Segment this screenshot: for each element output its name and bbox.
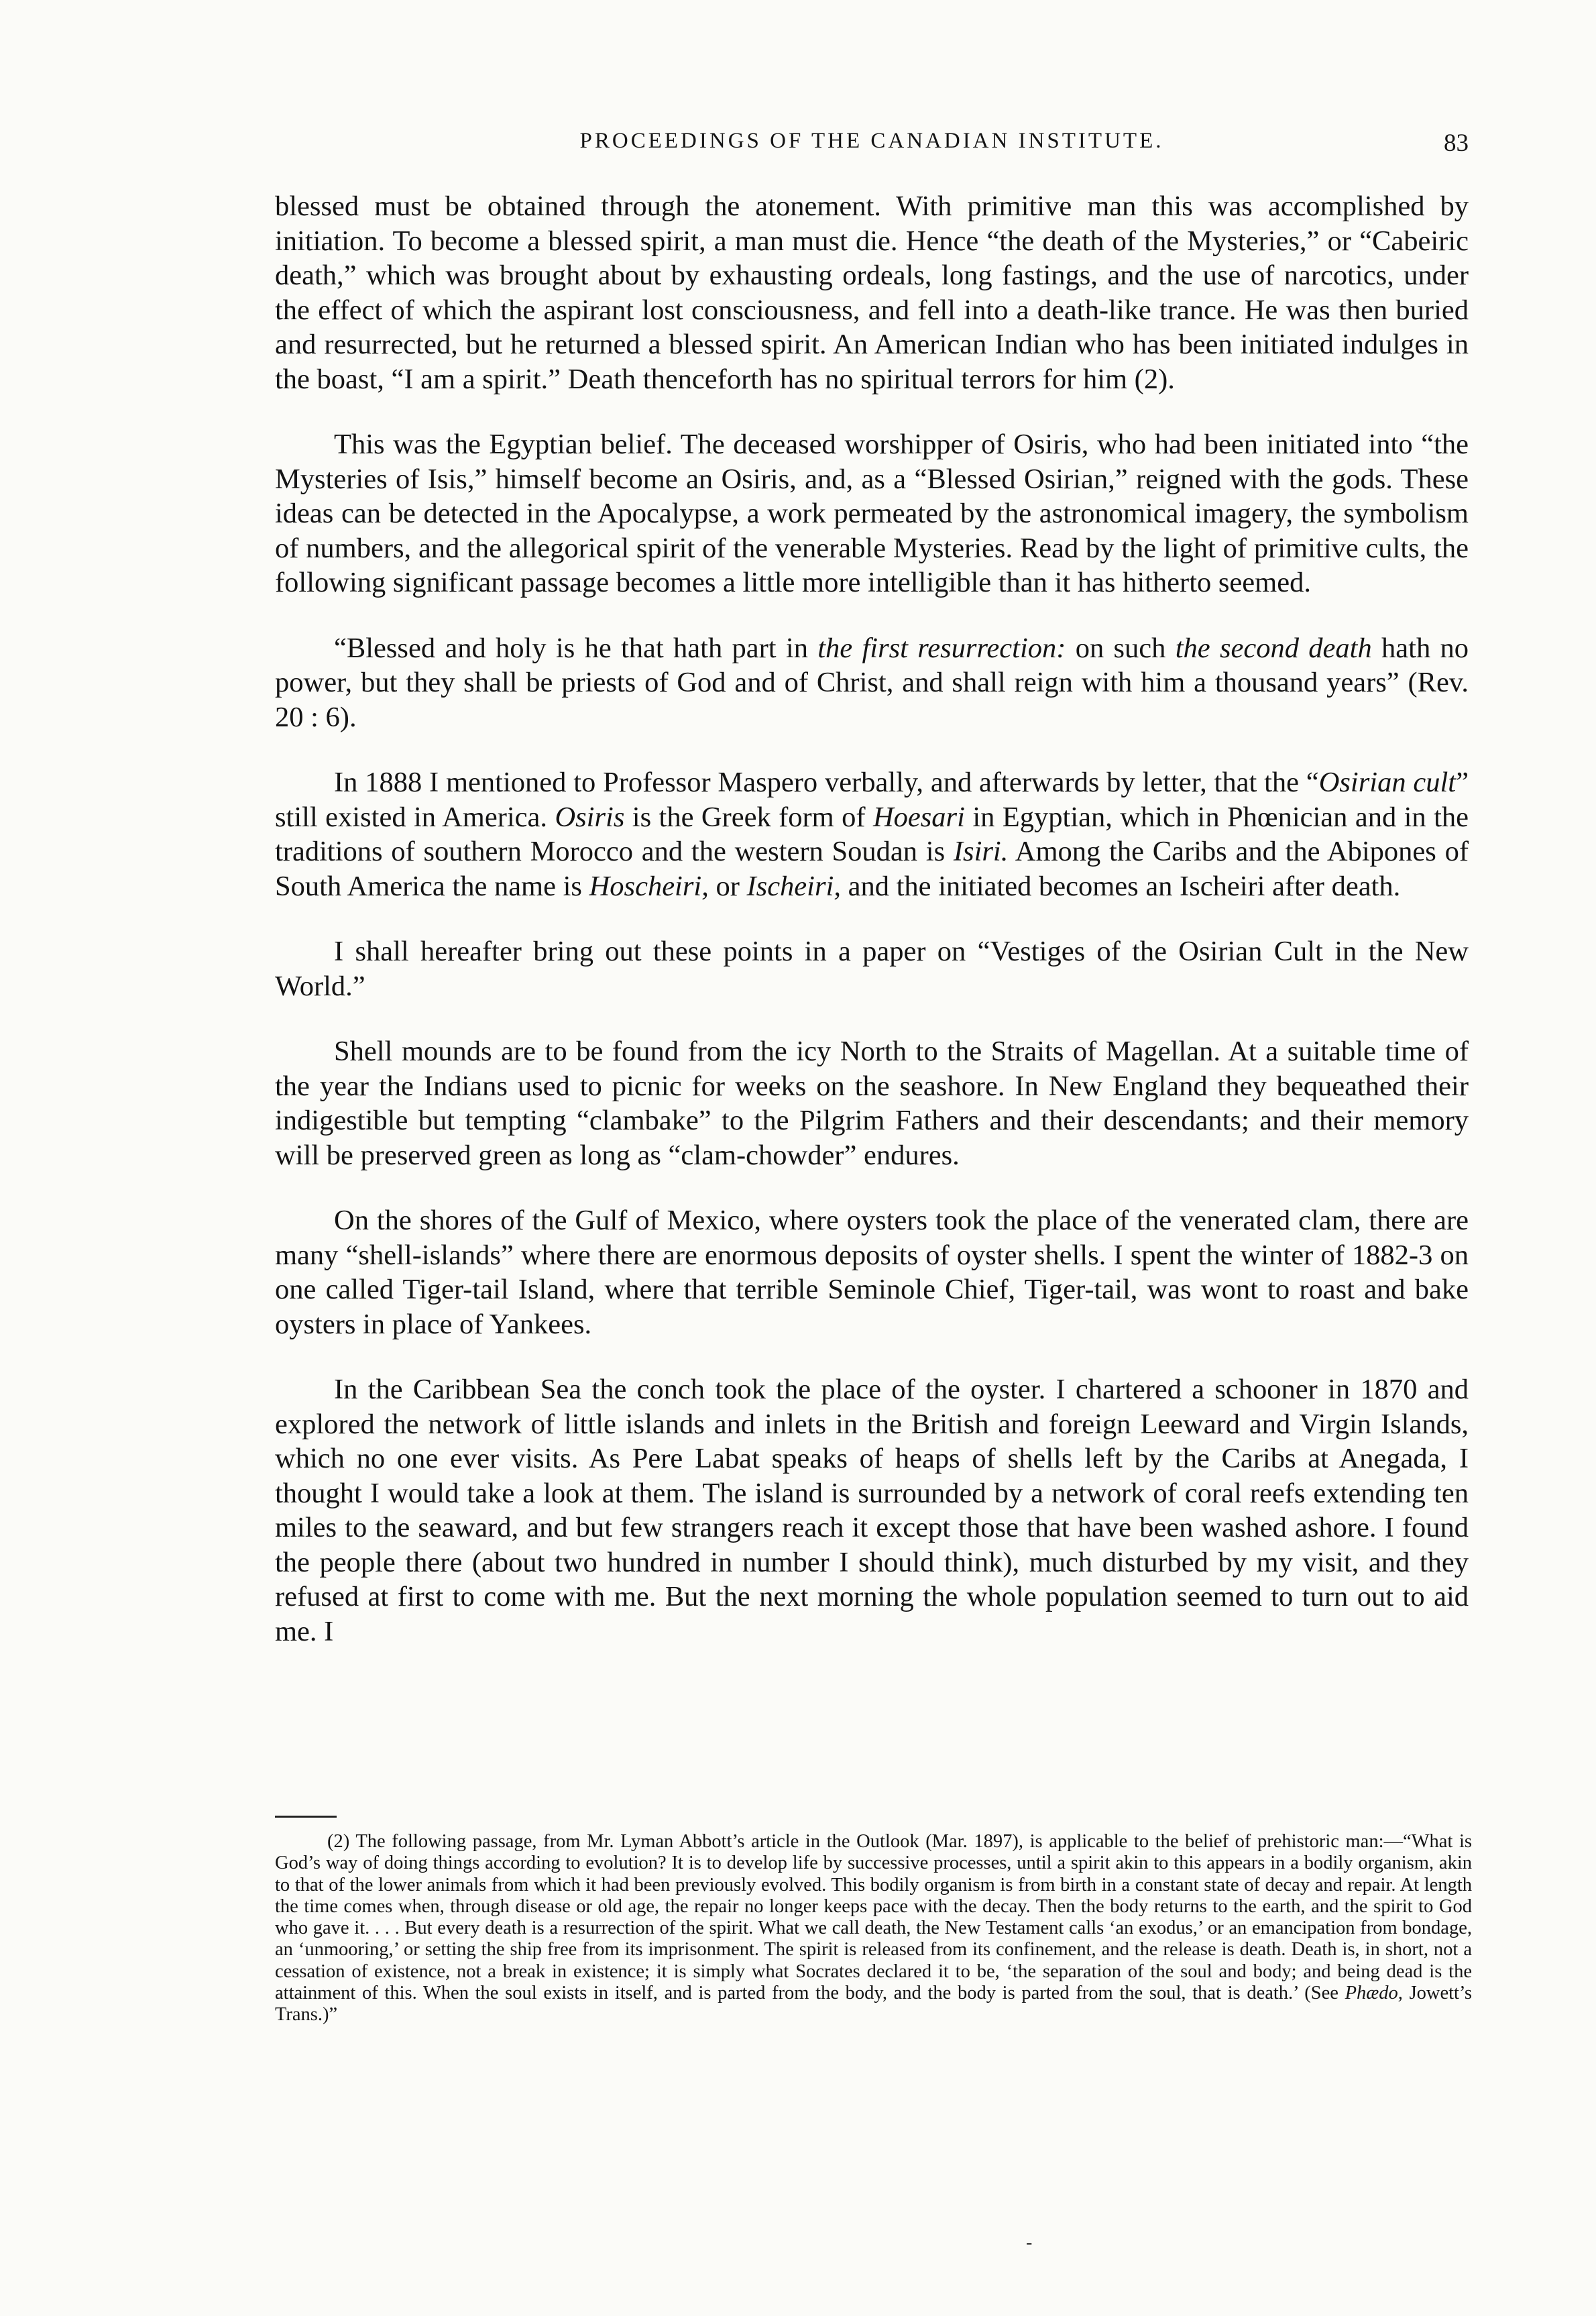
- text-span: “Blessed and holy is he that hath part in: [334, 632, 818, 664]
- page-header: [275, 129, 1469, 162]
- paragraph-4: [275, 765, 1469, 903]
- text-span: is the Greek form of: [624, 801, 873, 833]
- italic-text: Hoscheiri,: [589, 870, 709, 902]
- text-span: Among the Caribs and the Abipones of South America the name is: [275, 836, 1469, 902]
- italic-text: the second death: [1175, 632, 1372, 664]
- text-span: on such: [1066, 632, 1176, 664]
- italic-text: Osirian cult: [1318, 767, 1457, 798]
- paragraph-5: I shall hereafter bring out these points in a paper on “Vestiges of the Osirian Cult in the New World.”: [275, 936, 1469, 1002]
- italic-text: the first resurrection:: [817, 632, 1066, 664]
- paragraph-7: On the shores of the Gulf of Mexico, where oysters took the place of the venerated clam, there are many “shell-islands” where there are enormous deposits of oyster shells. I spent the winter of 1882-3 on one called Tiger-tail Island, where that terrible Seminole Chief, Tiger-tail, was wont to roast and bake oysters in place of Yankees.: [275, 1205, 1469, 1340]
- italic-text: Isiri.: [953, 836, 1009, 867]
- footnote: [275, 1831, 1472, 2026]
- body-text: [275, 189, 1469, 1649]
- paragraph-8: In the Caribbean Sea the conch took the place of the oyster. I chartered a schooner in 1870 and explored the network of little islands and inlets in the British and foreign Leeward and Virgin Islands, which no one ever visits. As Pere Labat speaks of heaps of shells left by the Caribs at Anegada, I thought I would take a look at them. The island is surrounded by a network of coral reefs extending ten miles to the seaward, and but few strangers reach it except those that have been washed ashore. I found the people there (about two hundred in number I should think), much disturbed by my visit, and they refused at first to come with me. But the next morning the whole population seemed to turn out to aid me. I: [275, 1374, 1469, 1647]
- text-span: and the initiated becomes an Ischeiri after death.: [840, 870, 1401, 902]
- text-span: in Egyptian, which in Phœnician and in the traditions of southern Morocco and the western Soudan is: [275, 801, 1469, 867]
- footnote-text: (2) The following passage, from Mr. Lyman Abbott’s article in the Outlook (Mar. 1897), is applicable to the belief of prehistoric man:—“What is God’s way of doing things according to evolution? It is to develop life by successive processes, until a spirit akin to this appears in a bodily organism, akin to that of the lower animals from which it had been previously evolved. This bodily organism is from birth in a constant state of decay and repair. At length the time comes when, through disease or old age, the repair no longer keeps pace with the decay. Then the body returns to the earth, and the spirit to God who gave it. . . . But every death is a resurrection of the spirit. What we call death, the New Testament calls ‘an exodus,’ or an emancipation from bondage, an ‘unmooring,’ or setting the ship free from its imprisonment. The spirit is released from its confinement, and the release is death. Death is, in short, not a cessation of existence, not a break in existence; it is simply what Socrates declared it to be, ‘the separation of the soul and body; and being dead is the attainment of this. When the soul exists in itself, and is parted from the body, and the body is parted from the soul, that is death.’ (See: [275, 1831, 1472, 2004]
- running-title: PROCEEDINGS OF THE CANADIAN INSTITUTE.: [579, 129, 1164, 153]
- footnote-rule: [275, 1816, 337, 1818]
- italic-text: Osiris: [555, 801, 625, 833]
- page-number: 83: [1444, 129, 1469, 157]
- text-span: ” still existed in America.: [275, 767, 1469, 833]
- italic-text: Phædo,: [1345, 1983, 1403, 2004]
- paragraph-2: This was the Egyptian belief. The deceased worshipper of Osiris, who had been initiated into “the Mysteries of Isis,” himself become an Osiris, and, as a “Blessed Osirian,” reigned with the gods. These ideas can be detected in the Apocalypse, a work permeated by the astronomical imagery, the symbolism of numbers, and the allegorical spirit of the venerable Mysteries. Read by the light of primitive cults, the following significant passage becomes a little more intelligible than it has hitherto seemed.: [275, 429, 1469, 598]
- paragraph-1: blessed must be obtained through the atonement. With primitive man this was accomplished by initiation. To become a blessed spirit, a man must die. Hence “the death of the Mysteries,” or “Cabeiric death,” which was brought about by exhausting ordeals, long fastings, and the use of narcotics, under the effect of which the aspirant lost consciousness, and fell into a death-like trance. He was then buried and resurrected, but he returned a blessed spirit. An American Indian who has been initiated indulges in the boast, “I am a spirit.” Death thenceforth has no spiritual terrors for him (2).: [275, 190, 1469, 395]
- footnote-text: Jowett’s Trans.)”: [275, 1983, 1472, 2026]
- italic-text: Ischeiri,: [746, 870, 841, 902]
- text-span: hath no power, but they shall be priests of God and of Christ, and shall reign with him a thousand years” (Rev. 20 : 6).: [275, 632, 1469, 733]
- paragraph-3-quotation: [275, 631, 1469, 735]
- italic-text: Hoesari: [872, 801, 965, 833]
- text-span: In 1888 I mentioned to Professor Maspero verbally, and afterwards by letter, that the “: [334, 767, 1319, 798]
- signature-mark: -: [1026, 2232, 1033, 2253]
- text-span: or: [708, 870, 747, 902]
- paragraph-6: Shell mounds are to be found from the icy North to the Straits of Magellan. At a suitable time of the year the Indians used to picnic for weeks on the seashore. In New England they bequeathed their indigestible but tempting “clambake” to the Pilgrim Fathers and their descendants; and their memory will be preserved green as long as “clam-chowder” endures.: [275, 1036, 1469, 1171]
